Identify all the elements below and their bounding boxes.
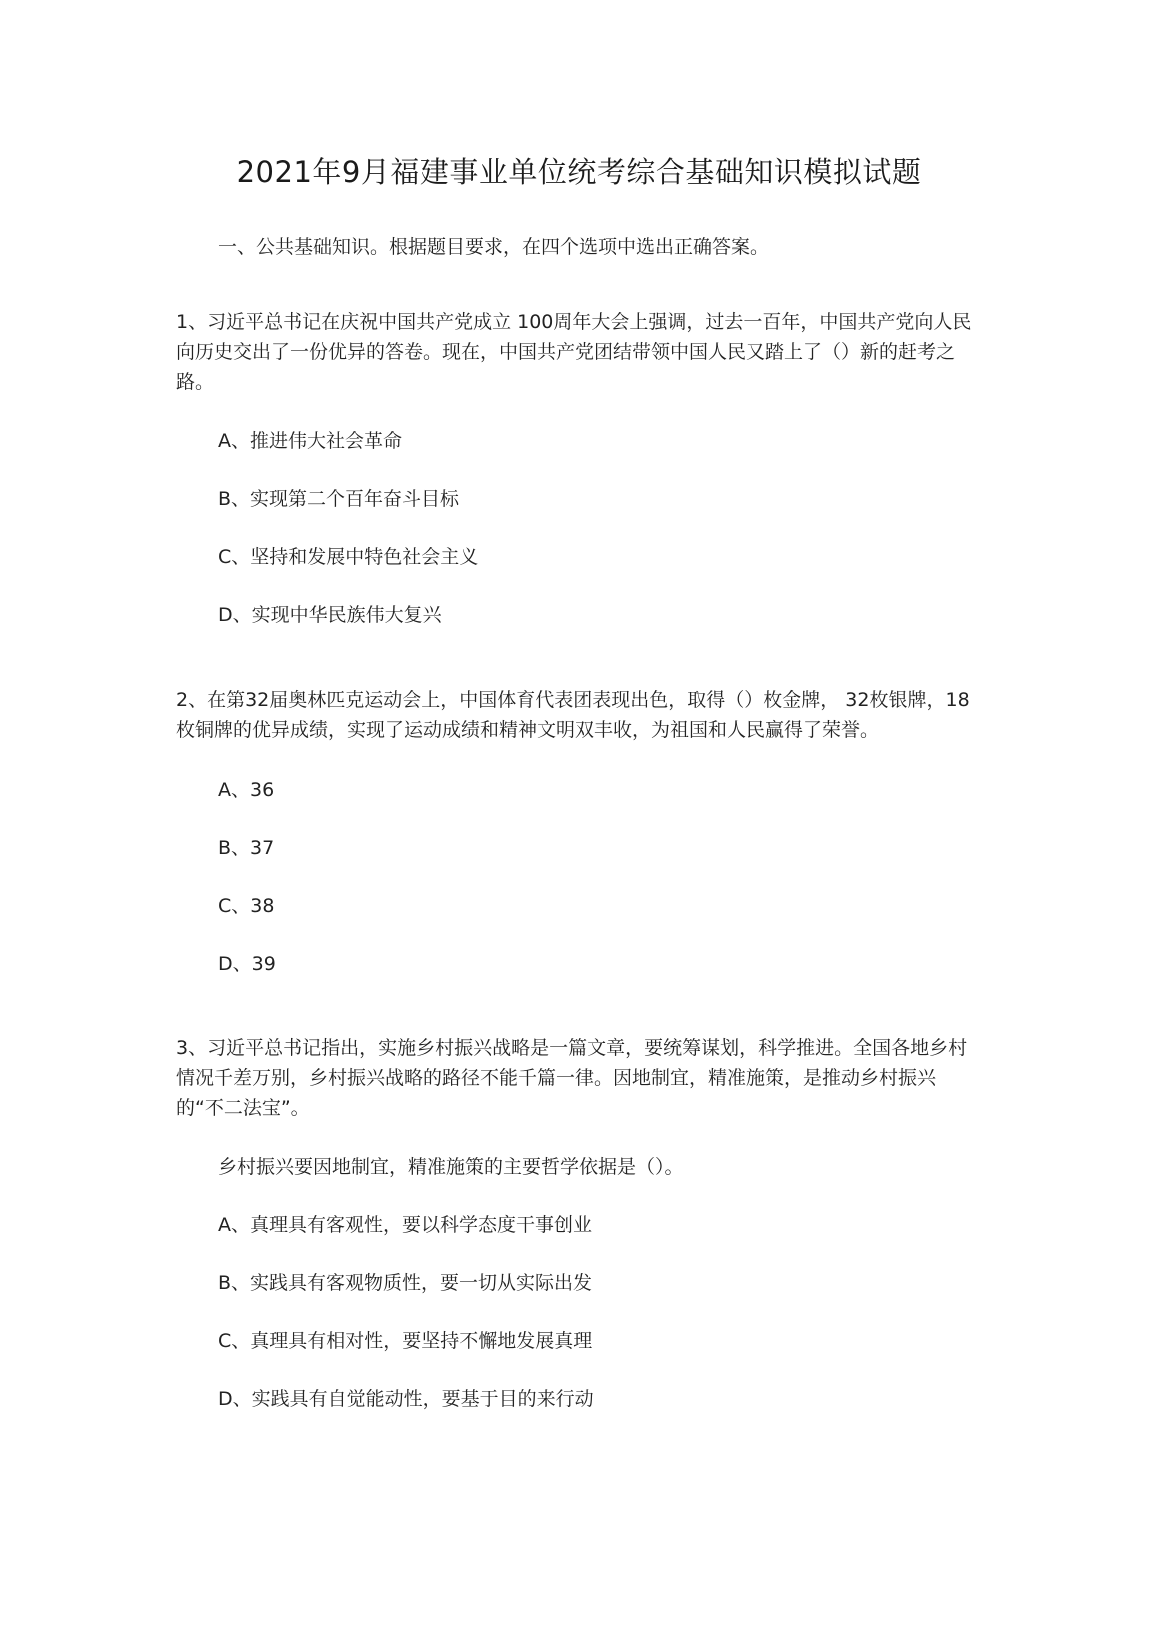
question-3-option-d: D、实践具有自觉能动性，要基于目的来行动 <box>218 1388 594 1410</box>
question-3-option-b: B、实践具有客观物质性，要一切从实际出发 <box>218 1272 593 1294</box>
question-1-option-d: D、实现中华民族伟大复兴 <box>218 604 442 626</box>
question-3-stem: 3、习近平总书记指出，实施乡村振兴战略是一篇文章，要统筹谋划，科学推进。全国各地乡村情况千差万别，乡村振兴战略的路径不能千篇一律。因地制宜，精准施策，是推动乡村振兴的“不二法宝”。 <box>176 1037 968 1119</box>
question-2-option-d: D、39 <box>218 953 276 975</box>
question-3-subquestion: 乡村振兴要因地制宜，精准施策的主要哲学依据是（）。 <box>218 1156 684 1178</box>
question-2-option-c: C、38 <box>218 895 275 917</box>
question-1-option-b: B、实现第二个百年奋斗目标 <box>218 488 460 510</box>
question-3-option-c: C、真理具有相对性，要坚持不懈地发展真理 <box>218 1330 593 1352</box>
question-1-option-a: A、推进伟大社会革命 <box>218 430 402 452</box>
question-1-option-c: C、坚持和发展中特色社会主义 <box>218 546 479 568</box>
page-title: 2021年9月福建事业单位统考综合基础知识模拟试题 <box>236 155 922 189</box>
question-2-option-b: B、37 <box>218 837 275 859</box>
section-instruction: 一、公共基础知识。根据题目要求，在四个选项中选出正确答案。 <box>218 236 770 258</box>
question-3-option-a: A、真理具有客观性，要以科学态度干事创业 <box>218 1214 592 1236</box>
question-2-stem: 2、在第32届奥林匹克运动会上，中国体育代表团表现出色，取得（）枚金牌， 32枚银牌，18枚铜牌的优异成绩，实现了运动成绩和精神文明双丰收，为祖国和人民赢得了荣誉。 <box>176 689 970 741</box>
question-2-option-a: A、36 <box>218 779 275 801</box>
question-1-stem: 1、习近平总书记在庆祝中国共产党成立 100周年大会上强调，过去一百年，中国共产党向人民向历史交出了一份优异的答卷。现在，中国共产党团结带领中国人民又踏上了（）新的赶考之路。 <box>176 311 972 393</box>
